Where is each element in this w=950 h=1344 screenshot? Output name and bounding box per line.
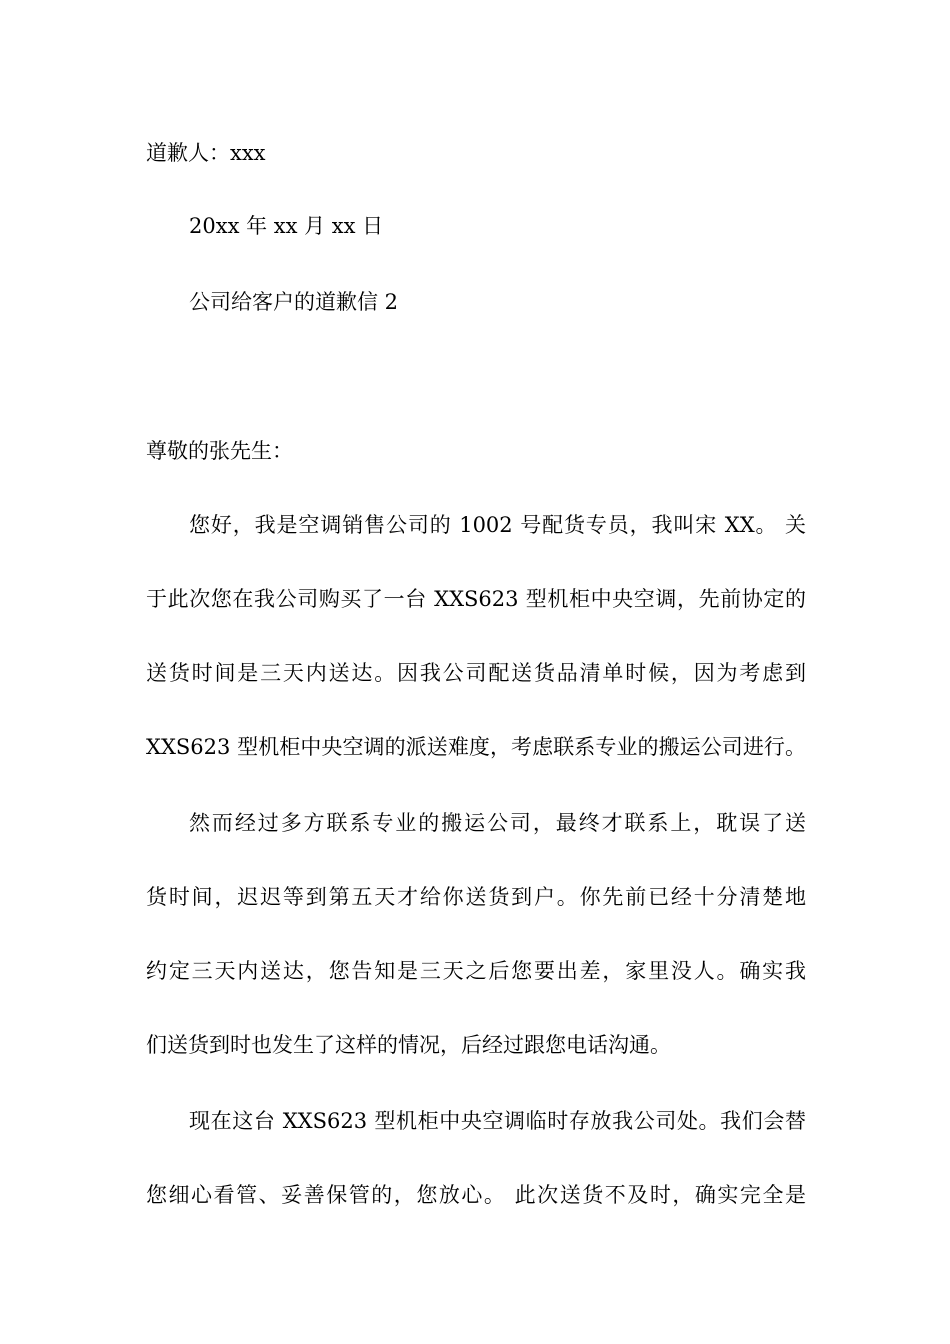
paragraph-2-line-3: 约定三天内送达，您告知是三天之后您要出差，家里没人。确实我 — [146, 959, 806, 983]
paragraph-3-line-1: 现在这台 XXS623 型机柜中央空调临时存放我公司处。我们会替 — [189, 1109, 806, 1133]
paragraph-2-line-2: 货时间，迟迟等到第五天才给你送货到户。你先前已经十分清楚地 — [146, 885, 806, 909]
paragraph-1-line-3: 送货时间是三天内送达。因我公司配送货品清单时候，因为考虑到 — [146, 661, 806, 685]
letter-title: 公司给客户的道歉信 2 — [189, 290, 399, 314]
paragraph-2-line-1: 然而经过多方联系专业的搬运公司，最终才联系上，耽误了送 — [189, 811, 806, 835]
paragraph-1-line-2: 于此次您在我公司购买了一台 XXS623 型机柜中央空调，先前协定的 — [146, 587, 806, 611]
date-line: 20xx 年 xx 月 xx 日 — [189, 214, 384, 238]
apologizer-line: 道歉人：xxx — [146, 141, 266, 165]
salutation: 尊敬的张先生： — [146, 439, 293, 463]
paragraph-1-line-1: 您好，我是空调销售公司的 1002 号配货专员，我叫宋 XX。 关 — [189, 513, 806, 537]
paragraph-3-line-2: 您细心看管、妥善保管的，您放心。 此次送货不及时，确实完全是 — [146, 1183, 806, 1207]
paragraph-1-line-4: XXS623 型机柜中央空调的派送难度，考虑联系专业的搬运公司进行。 — [146, 735, 806, 759]
paragraph-2-line-4: 们送货到时也发生了这样的情况，后经过跟您电话沟通。 — [146, 1033, 671, 1057]
